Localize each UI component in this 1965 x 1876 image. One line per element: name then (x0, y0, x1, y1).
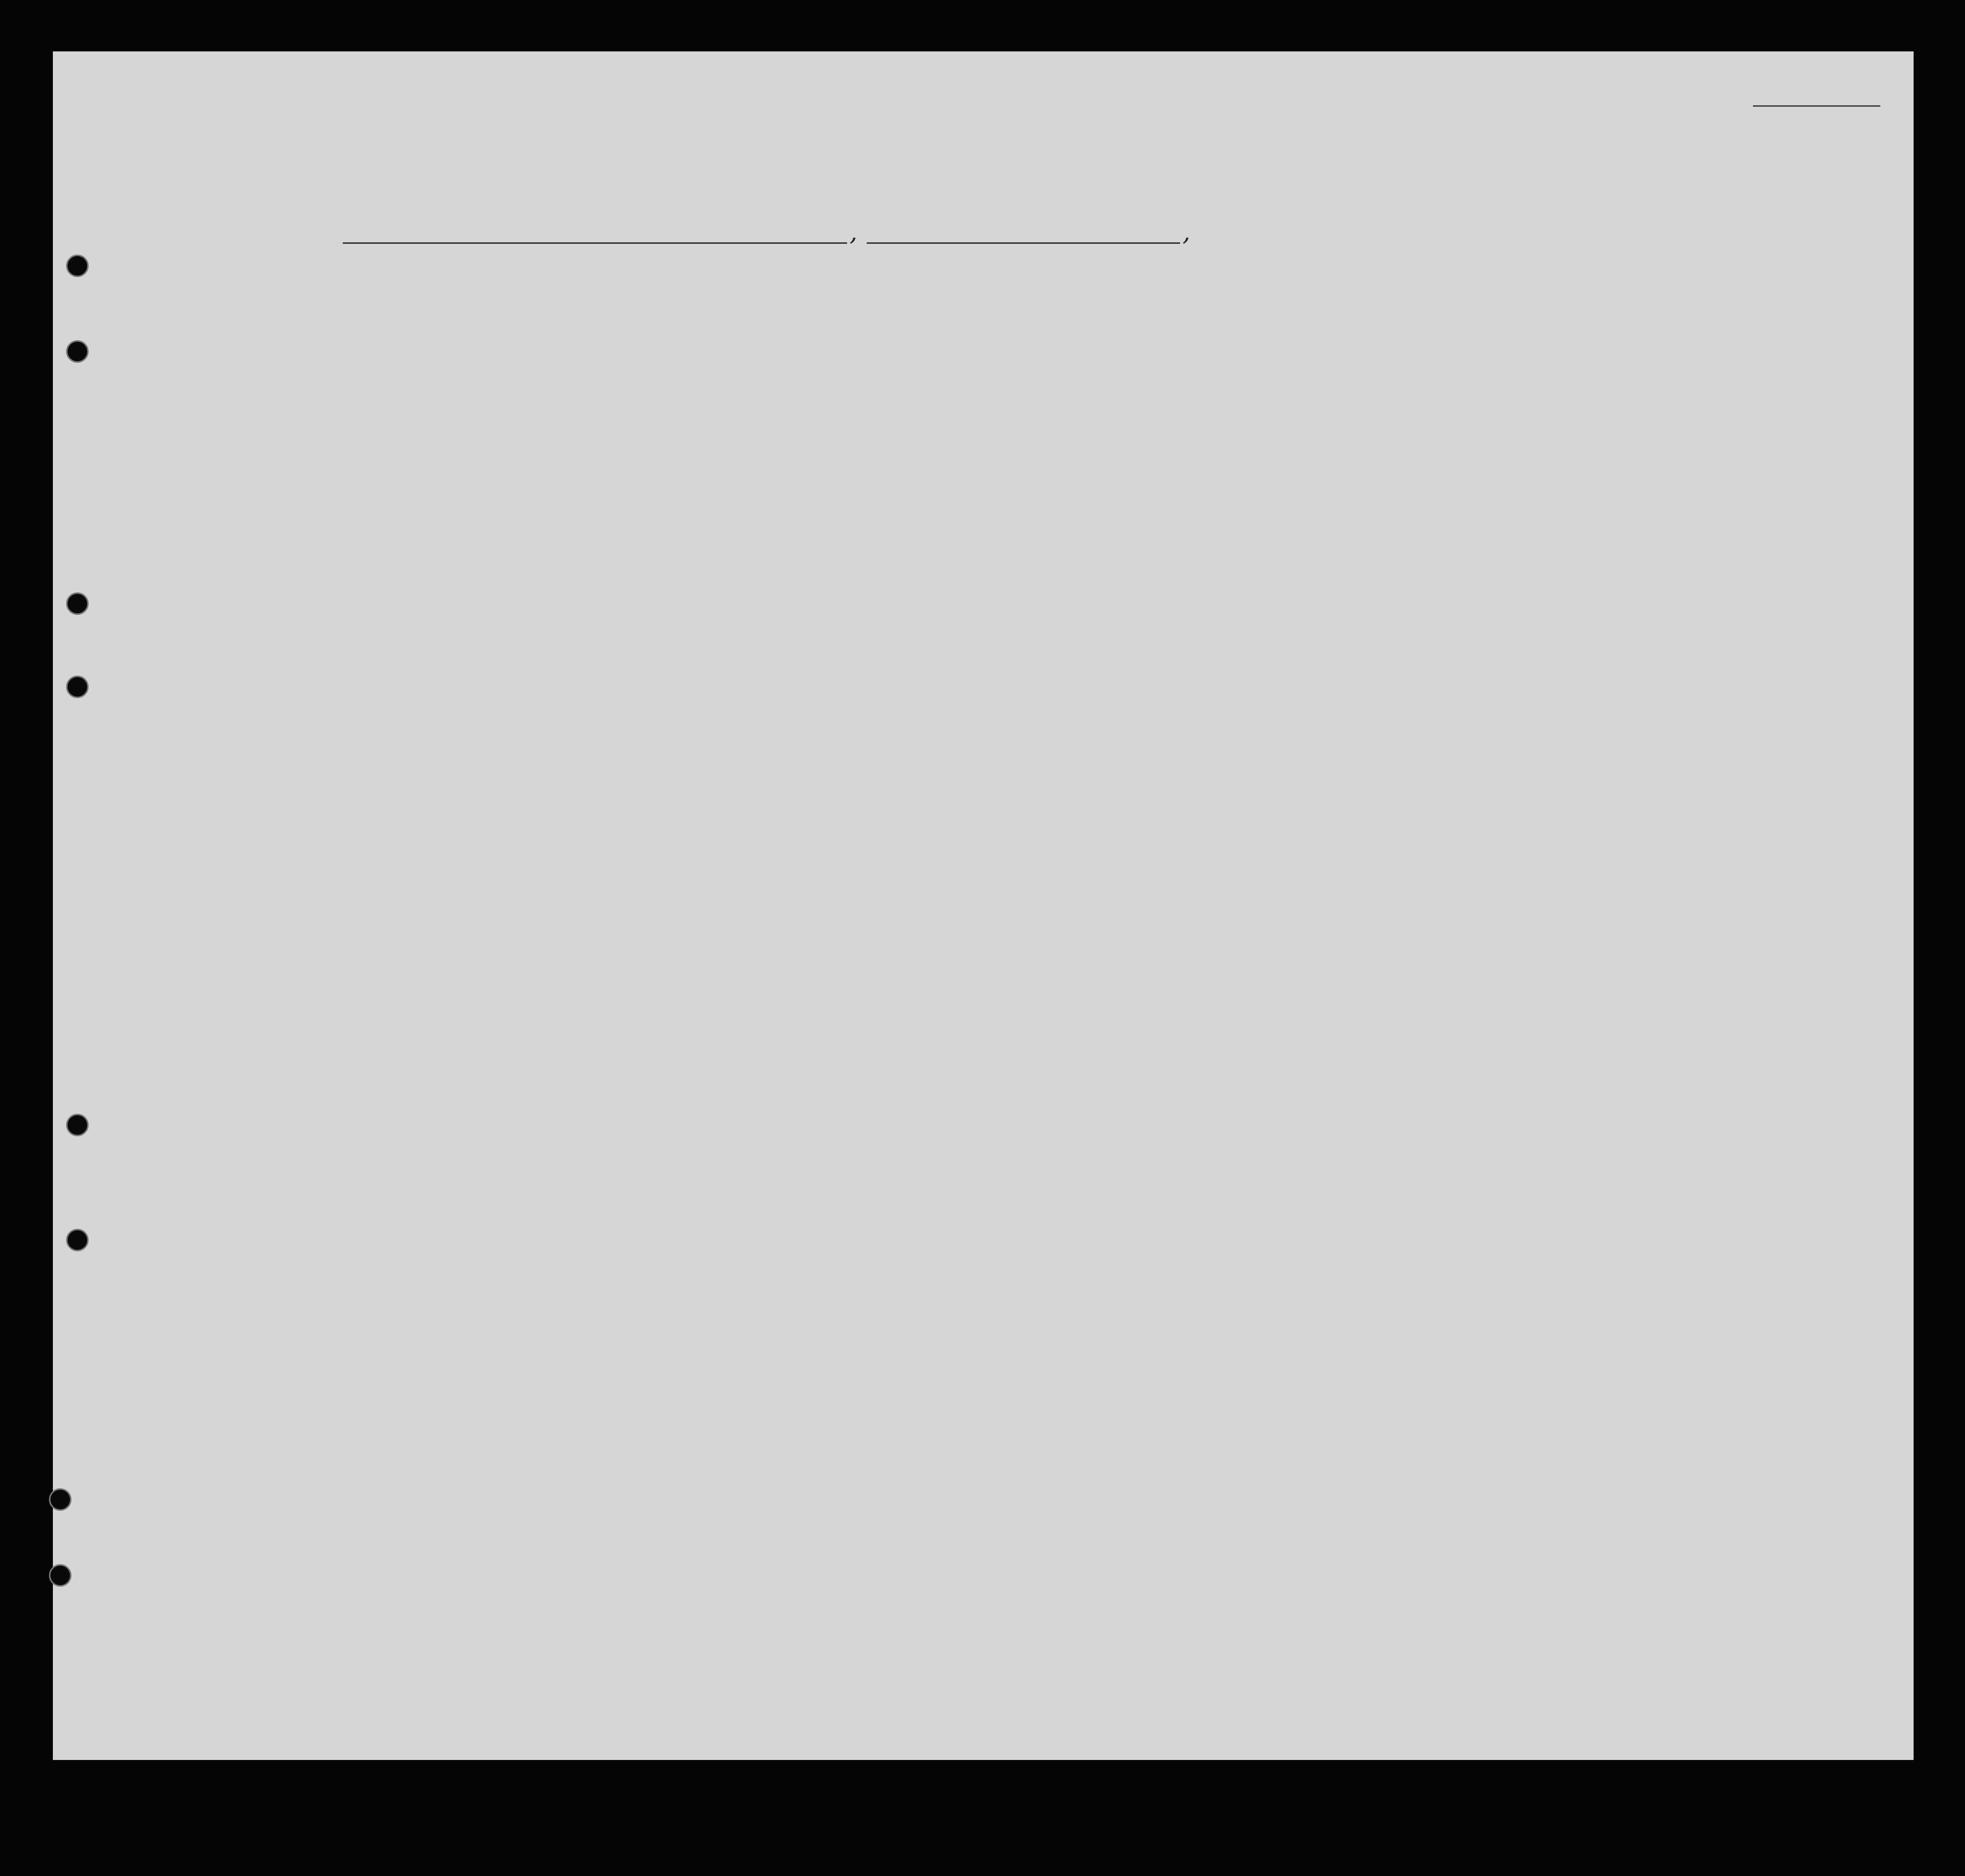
binder-hole (66, 1114, 89, 1136)
col-30-header (1454, 306, 1484, 433)
binder-hole (49, 1564, 71, 1587)
col-27-header (1339, 306, 1361, 433)
col-24a-header (1126, 323, 1165, 436)
col-19-header (580, 306, 605, 433)
col-24b-header (1168, 323, 1236, 436)
binder-hole (66, 1229, 89, 1251)
col-33-inches (1638, 372, 1662, 431)
binder-hole (66, 676, 89, 698)
binder-hole (66, 340, 89, 363)
col-28-header (1364, 306, 1408, 433)
col-29-header (1410, 306, 1452, 433)
col-24c-header (1239, 323, 1278, 436)
col-25-header (1283, 306, 1312, 433)
col-33-feet (1616, 372, 1635, 431)
col-26-header (1315, 306, 1337, 433)
binder-hole (49, 1488, 71, 1511)
binder-hole (66, 592, 89, 615)
binder-hole (66, 255, 89, 277)
col-21-header (703, 306, 732, 433)
